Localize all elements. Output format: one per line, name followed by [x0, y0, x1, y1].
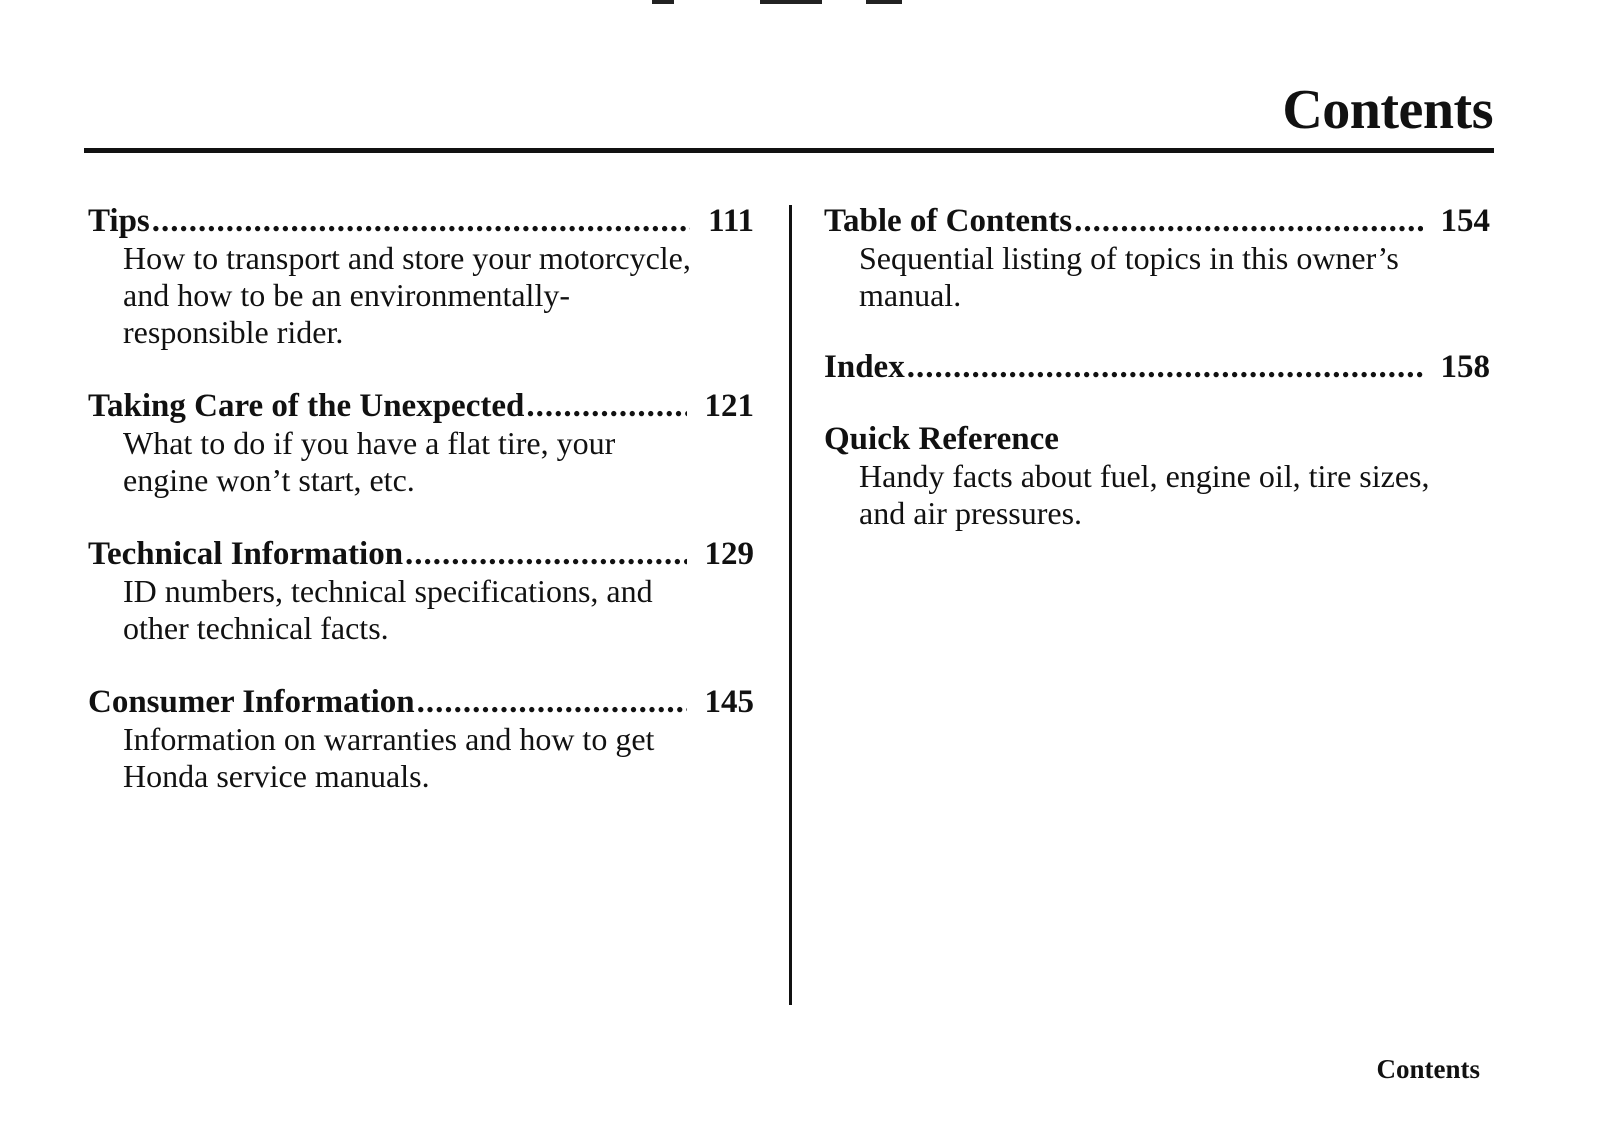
title-rule: [84, 148, 1494, 153]
toc-entry-quick-reference[interactable]: [824, 420, 1490, 532]
dot-leader: [417, 683, 687, 721]
dot-leader: [152, 202, 690, 240]
entry-page-number[interactable]: 154: [1440, 203, 1490, 239]
entry-heading: [824, 420, 1490, 458]
right-column: [824, 202, 1490, 566]
toc-entry-table-of-contents[interactable]: [824, 202, 1490, 314]
entry-heading: [88, 202, 754, 240]
entry-description: What to do if you have a flat tire, your engine won’t start, etc.: [123, 425, 616, 498]
entry-description: Information on warranties and how to get Honda service manuals.: [123, 721, 655, 794]
scan-artifact: [652, 0, 674, 4]
entry-title[interactable]: Quick Reference: [824, 421, 1059, 457]
toc-entry-taking-care[interactable]: [88, 387, 754, 499]
scan-artifact: [760, 0, 822, 4]
entry-page-number[interactable]: 121: [704, 388, 754, 424]
left-column: [88, 202, 754, 831]
entry-description: ID numbers, technical specifications, and other technical facts.: [123, 573, 653, 646]
entry-page-number[interactable]: 145: [704, 684, 754, 720]
column-divider: [789, 205, 792, 1005]
dot-leader: [907, 348, 1423, 386]
entry-description: Handy facts about fuel, engine oil, tire sizes, and air pressures.: [859, 458, 1430, 531]
toc-entry-tips[interactable]: [88, 202, 754, 351]
toc-entry-technical-information[interactable]: [88, 535, 754, 647]
dot-leader: [1074, 202, 1422, 240]
entry-title[interactable]: Technical Information: [88, 536, 404, 572]
entry-page-number[interactable]: 111: [708, 203, 754, 239]
entry-heading: [88, 535, 754, 573]
entry-heading: [88, 683, 754, 721]
footer-section-label: Contents: [1376, 1054, 1480, 1084]
entry-title[interactable]: Table of Contents: [824, 203, 1073, 239]
dot-leader: [405, 535, 686, 573]
entry-heading: [88, 387, 754, 425]
entry-heading: [824, 202, 1490, 240]
entry-page-number[interactable]: 129: [704, 536, 754, 572]
entry-title[interactable]: Tips: [88, 203, 150, 239]
entry-description: How to transport and store your motorcycle, and how to be an environmentally-responsible rider.: [123, 240, 691, 350]
entry-title[interactable]: Consumer Information: [88, 684, 415, 720]
scan-artifact: [866, 0, 902, 4]
toc-entry-consumer-information[interactable]: [88, 683, 754, 795]
entry-page-number[interactable]: 158: [1440, 349, 1490, 385]
entry-title[interactable]: Taking Care of the Unexpected: [88, 388, 525, 424]
page-title: Contents: [1282, 79, 1493, 141]
entry-heading: [824, 348, 1490, 386]
entry-description: Sequential listing of topics in this owner’s manual.: [859, 240, 1399, 313]
entry-title[interactable]: Index: [824, 349, 905, 385]
dot-leader: [526, 387, 686, 425]
toc-entry-index[interactable]: [824, 348, 1490, 386]
